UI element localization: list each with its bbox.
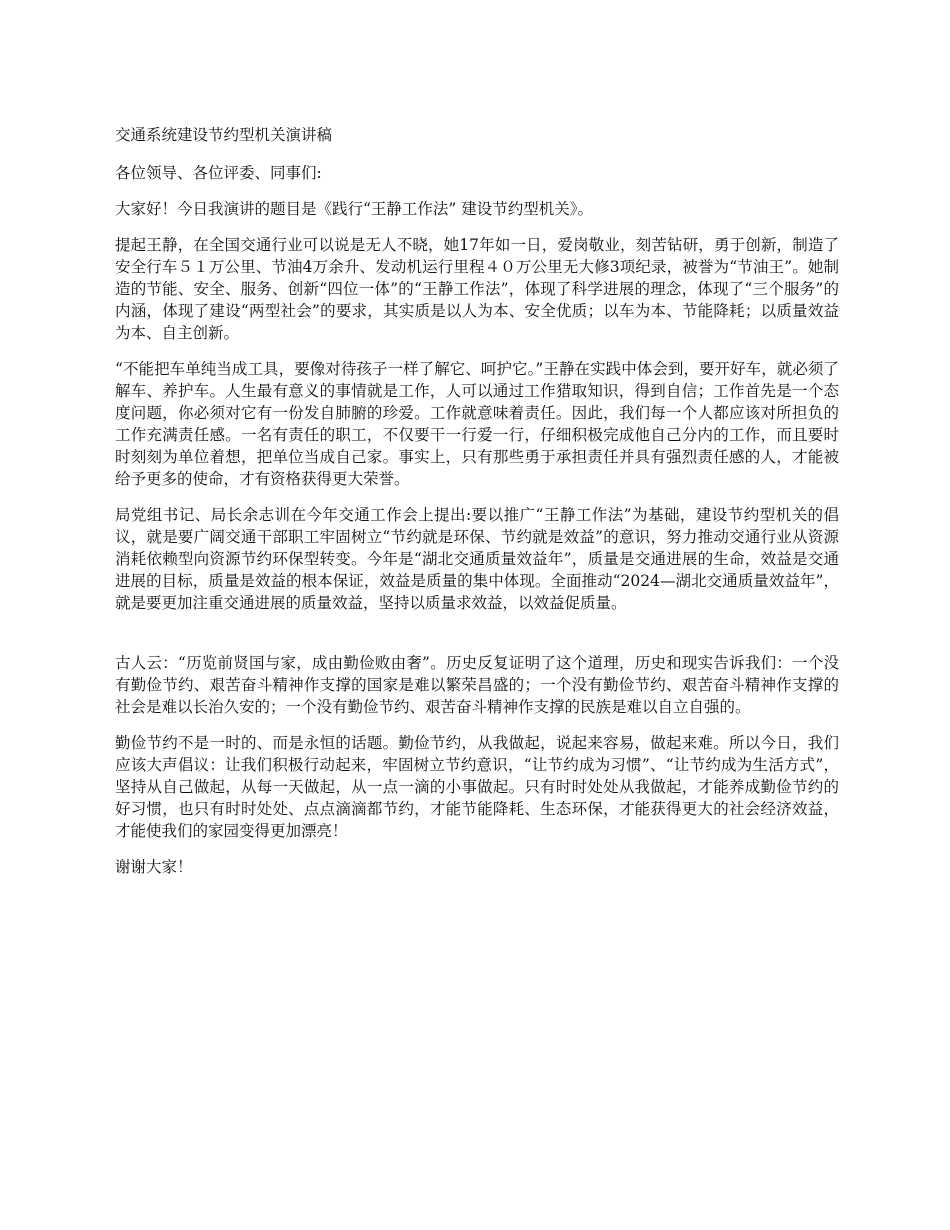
- body-paragraph: 古人云：“历览前贤国与家，成由勤俭败由奢”。历史反复证明了这个道理，历史和现实告诉我们：一个没有勤俭节约、艰苦奋斗精神作支撑的国家是难以繁荣昌盛的；一个没有勤俭节约、艰苦奋斗精神作支撑的社会是难以长治久安的；一个没有勤俭节约、艰苦奋斗精神作支撑的民族是难以自立自强的。: [115, 654, 839, 716]
- closing-line: 谢谢大家！: [115, 858, 193, 876]
- salutation: 各位领导、各位评委、同事们:: [115, 164, 322, 182]
- body-paragraph: 局党组书记、局长余志训在今年交通工作会上提出:要以推广“王静工作法”为基础，建设节约型机关的倡议，就是要广阔交通干部职工牢固树立“节约就是环保、节约就是效益”的意识，努力推动交通行业从资源消耗依赖型向资源节约环保型转变。今年是“湖北交通质量效益年”，质量是交通进展的生命，效益是交通进展的目标，质量是效益的根本保证，效益是质量的集中体现。全面推动“2024—湖北交通质量效益年”，就是要更加注重交通进展的质量效益，坚持以质量求效益，以效益促质量。: [115, 506, 839, 612]
- section-gap: [115, 628, 839, 652]
- document-title: 交通系统建设节约型机关演讲稿: [115, 126, 333, 144]
- body-paragraph: 提起王静，在全国交通行业可以说是无人不晓，她17年如一日，爱岗敬业，刻苦钻研，勇于创新，制造了安全行车５１万公里、节油4万余升、发动机运行里程４０万公里无大修3项纪录，被誉为“节油王”。她制造的节能、安全、服务、创新“四位一体”的“王静工作法”，体现了科学进展的理念，体现了“三个服务”的内涵，体现了建设“两型社会”的要求，其实质是以人为本、安全优质；以车为本、节能降耗；以质量效益为本、自主创新。: [115, 236, 839, 342]
- document-page: [115, 124, 839, 892]
- body-paragraph: “不能把车单纯当成工具，要像对待孩子一样了解它、呵护它。”王静在实践中体会到，要开好车，就必须了解车、养护车。人生最有意义的事情就是工作，人可以通过工作猎取知识，得到自信；工作首先是一个态度问题，你必须对它有一份发自肺腑的珍爱。工作就意味着责任。因此，我们每一个人都应该对所担负的工作充满责任感。一名有责任的职工，不仅要干一行爱一行，仔细积极完成他自己分内的工作，而且要时时刻刻为单位着想，把单位当成自己家。事实上，只有那些勇于承担责任并具有强烈责任感的人，才能被给予更多的使命，才有资格获得更大荣誉。: [115, 360, 839, 488]
- body-paragraph: 勤俭节约不是一时的、而是永恒的话题。勤俭节约，从我做起，说起来容易，做起来难。所以今日，我们应该大声倡议：让我们积极行动起来，牢固树立节约意识，“让节约成为习惯”、“让节约成为生活方式”，坚持从自己做起，从每一天做起，从一点一滴的小事做起。只有时时处处从我做起，才能养成勤俭节约的好习惯，也只有时时处处、点点滴滴都节约，才能节能降耗、生态环保，才能获得更大的社会经济效益，才能使我们的家园变得更加漂亮！: [115, 734, 839, 840]
- greeting-paragraph: 大家好！今日我演讲的题目是《践行“王静工作法” 建设节约型机关》。: [115, 200, 594, 218]
